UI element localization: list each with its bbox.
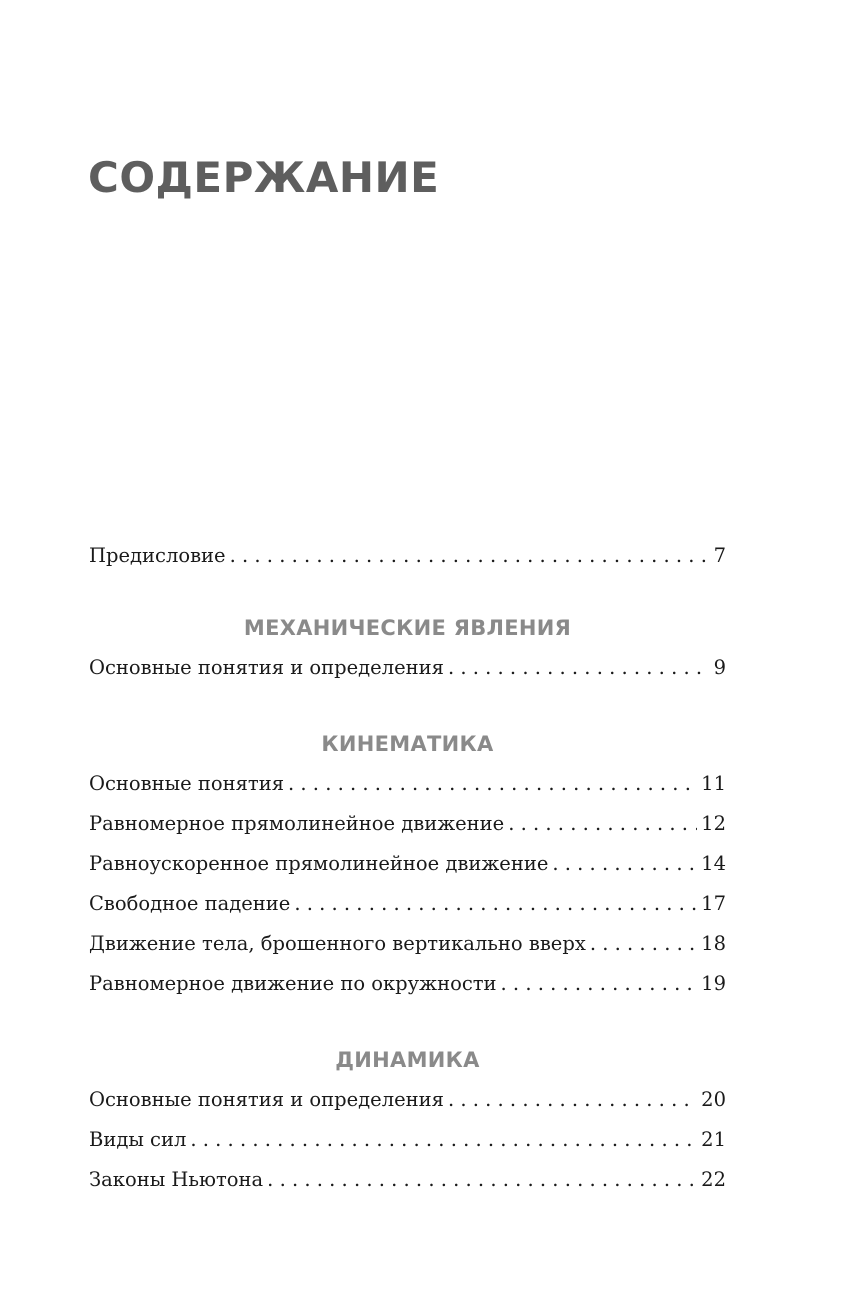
toc-entry-page: 19 bbox=[701, 972, 726, 995]
toc-entry-label: Свободное падение bbox=[89, 892, 291, 915]
toc-entry-label: Основные понятия и определения bbox=[89, 1088, 444, 1111]
toc-entry-page: 9 bbox=[713, 656, 726, 679]
toc-entry-label: Основные понятия bbox=[89, 772, 284, 795]
toc-entry[interactable] bbox=[89, 764, 726, 804]
toc-entry-label: Движение тела, брошенного вертикально вверх bbox=[89, 932, 586, 955]
toc-entry-preface[interactable] bbox=[89, 536, 726, 576]
dot-leader bbox=[590, 924, 697, 964]
toc-entry-page: 18 bbox=[701, 932, 726, 955]
toc-entry-page: 20 bbox=[701, 1088, 726, 1111]
toc-entry[interactable] bbox=[89, 1080, 726, 1120]
toc-entry-page: 22 bbox=[701, 1168, 726, 1191]
dot-leader bbox=[448, 648, 710, 688]
dot-leader bbox=[508, 804, 697, 844]
toc-entry[interactable] bbox=[89, 1120, 726, 1160]
section-heading-kinematics: КИНЕМАТИКА bbox=[321, 732, 494, 756]
toc-entry-label: Равномерное прямолинейное движение bbox=[89, 812, 505, 835]
dot-leader bbox=[267, 1160, 697, 1200]
toc-entry-page: 21 bbox=[701, 1128, 726, 1151]
page-title: СОДЕРЖАНИЕ bbox=[88, 153, 440, 202]
dot-leader bbox=[448, 1080, 697, 1120]
toc-entry-page: 17 bbox=[701, 892, 726, 915]
toc-entry[interactable] bbox=[89, 648, 726, 688]
dot-leader bbox=[294, 884, 697, 924]
dot-leader bbox=[501, 964, 698, 1004]
toc-entry-label: Виды сил bbox=[89, 1128, 187, 1151]
table-of-contents bbox=[89, 536, 726, 1200]
toc-entry[interactable] bbox=[89, 844, 726, 884]
toc-entry-page: 7 bbox=[713, 544, 726, 567]
toc-entry[interactable] bbox=[89, 884, 726, 924]
toc-entry-label: Законы Ньютона bbox=[89, 1168, 264, 1191]
dot-leader bbox=[288, 764, 697, 804]
toc-entry[interactable] bbox=[89, 1160, 726, 1200]
toc-entry-label: Равноускоренное прямолинейное движение bbox=[89, 852, 549, 875]
toc-entry-page: 14 bbox=[701, 852, 726, 875]
toc-entry-page: 12 bbox=[701, 812, 726, 835]
toc-entry-label: Равномерное движение по окружности bbox=[89, 972, 497, 995]
section-heading-dynamics: ДИНАМИКА bbox=[335, 1048, 480, 1072]
toc-entry[interactable] bbox=[89, 924, 726, 964]
toc-entry[interactable] bbox=[89, 964, 726, 1004]
toc-entry-label: Предисловие bbox=[89, 544, 226, 567]
dot-leader bbox=[552, 844, 697, 884]
toc-entry-page: 11 bbox=[701, 772, 726, 795]
dot-leader bbox=[190, 1120, 697, 1160]
dot-leader bbox=[230, 536, 710, 576]
section-heading-mechanical: МЕХАНИЧЕСКИЕ ЯВЛЕНИЯ bbox=[243, 616, 572, 640]
toc-entry-label: Основные понятия и определения bbox=[89, 656, 444, 679]
toc-entry[interactable] bbox=[89, 804, 726, 844]
